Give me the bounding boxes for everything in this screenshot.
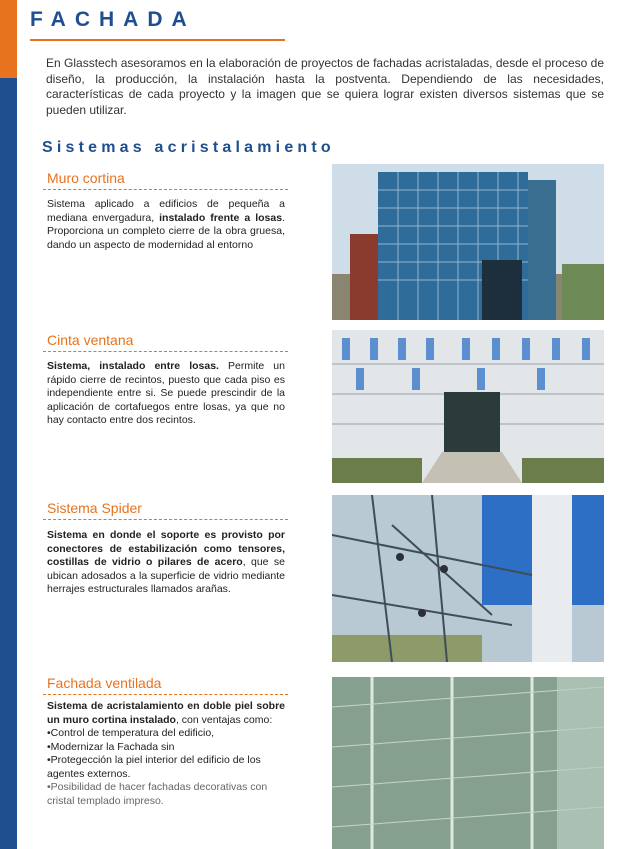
system-description-cinta-ventana (47, 360, 285, 428)
desc-text: Sistema aplicado a edificios de pequeña a mediana envergadura, (47, 198, 285, 224)
system-description-fachada-ventilada (47, 700, 285, 808)
desc-bold: Sistema en donde el soporte es provisto por conectores de estabilización como tensores, costillas de vidrio o pilares de acero (47, 529, 285, 568)
desc-text: Permite un rápido cierre de recintos, puesto que cada piso es independiente entre si. Se puede prescindir de la aplicación de cortafuegos entre losas, ya que no hay contacto entre dos recintos. (47, 360, 285, 426)
page-title: FACHADA (30, 8, 196, 31)
advantage-item: •Posibilidad de hacer fachadas decorativas con cristal templado impreso. (47, 781, 268, 807)
photo-sistema-spider (332, 495, 604, 662)
system-heading-sistema-spider: Sistema Spider (47, 500, 142, 516)
desc-bold: instalado frente a losas (159, 211, 283, 224)
photo-fachada-ventilada (332, 677, 604, 849)
advantage-item: •Protegección la piel interior del edificio de los agentes externos. (47, 754, 261, 780)
heading-divider (43, 519, 288, 520)
system-heading-muro-cortina: Muro cortina (47, 170, 125, 186)
intro-paragraph: En Glasstech asesoramos en la elaboración de proyectos de fachadas acristaladas, desde el proceso de diseño, la producción, la instalación hasta la postventa. Dependiendo de las necesidades, características de cada proyecto y la imagen que se quiera lograr existen diversos sistemas que se pueden utilizar. (46, 56, 604, 117)
desc-text: , que se ubican adosados a la superficie de vidrio mediante herrajes estructurales llamados arañas. (47, 556, 285, 595)
heading-divider (43, 351, 288, 352)
advantage-item: •Control de temperatura del edificio, (47, 727, 215, 739)
desc-text: . Proporciona un completo cierre de la obra gruesa, dando un aspecto de modernidad al entorno (47, 211, 285, 251)
desc-text: , con ventajas como: (175, 713, 273, 726)
desc-bold: Sistema de acristalamiento en doble piel sobre un muro cortina instalado (47, 700, 285, 726)
heading-divider (43, 189, 288, 190)
system-description-muro-cortina (47, 198, 285, 252)
section-title: Sistemas acristalamiento (42, 139, 335, 156)
desc-bold: Sistema, instalado entre losas. (47, 360, 219, 372)
system-heading-fachada-ventilada: Fachada ventilada (47, 675, 162, 691)
photo-muro-cortina (332, 164, 604, 320)
accent-bar-orange (0, 0, 17, 78)
accent-bar-blue (0, 78, 17, 849)
title-underline (30, 39, 285, 41)
system-heading-cinta-ventana: Cinta ventana (47, 332, 134, 348)
heading-divider (43, 694, 288, 695)
advantage-item: •Modernizar la Fachada sin (47, 740, 175, 753)
system-description-sistema-spider (47, 529, 285, 597)
photo-cinta-ventana (332, 330, 604, 483)
